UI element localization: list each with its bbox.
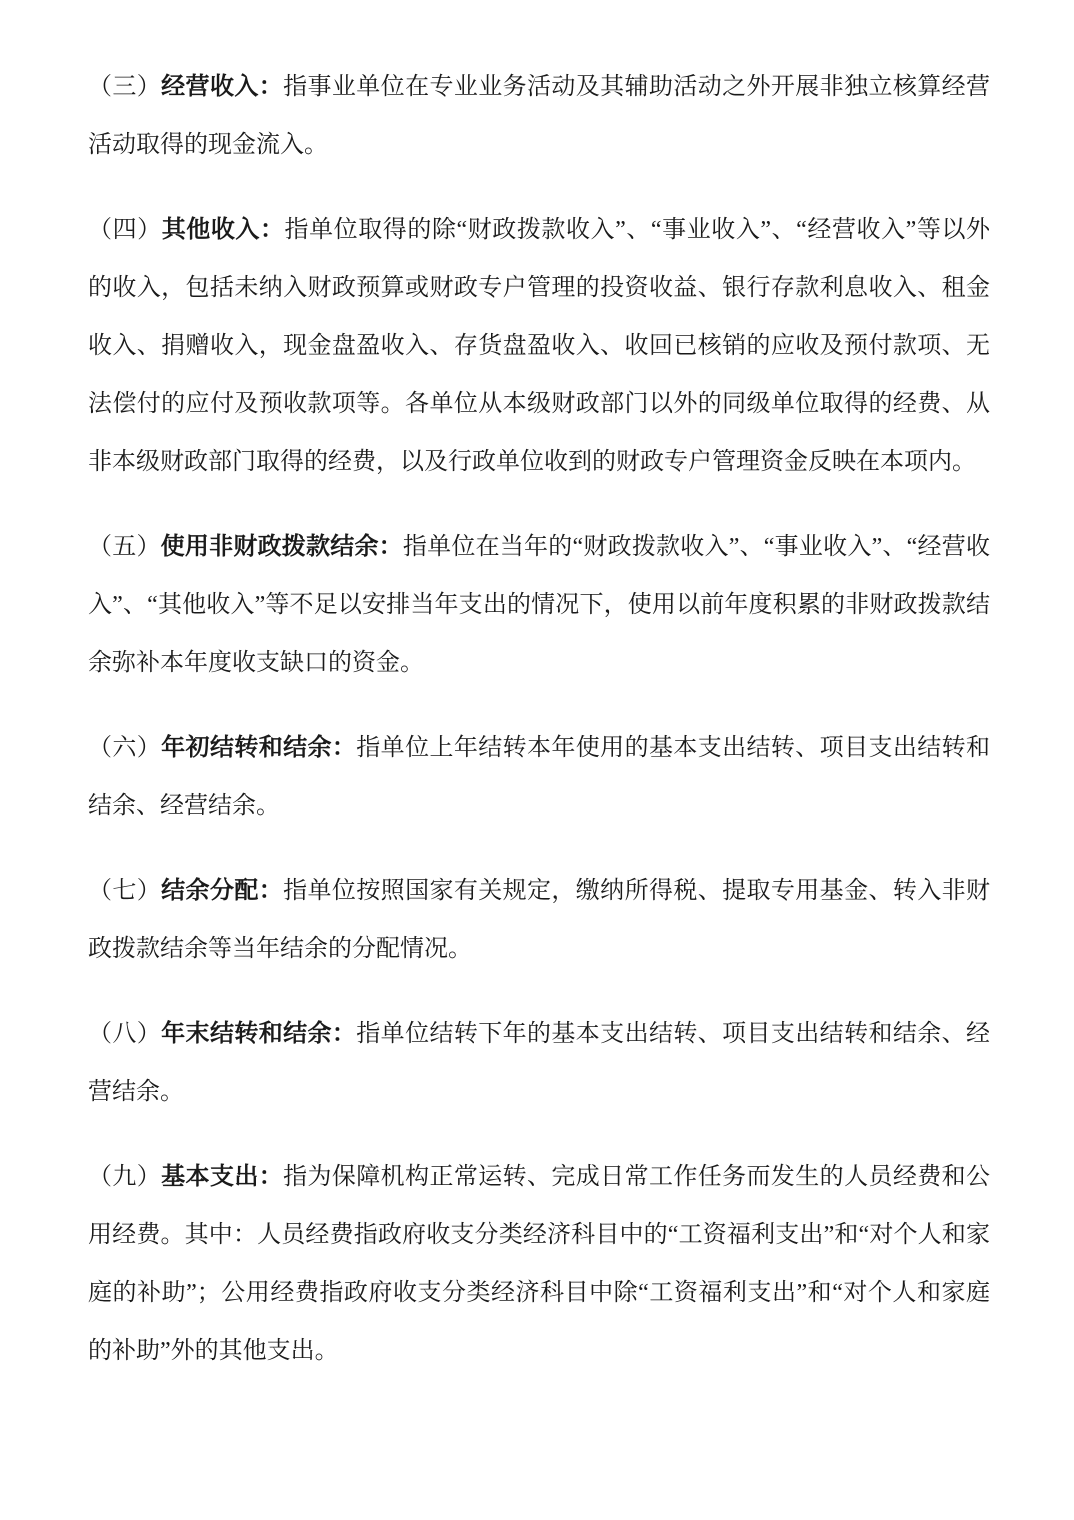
definition-paragraph (88, 719, 990, 835)
item-number: （五） (88, 534, 161, 560)
definition-paragraph (88, 1005, 990, 1121)
definition-text: 指单位按照国家有关规定，缴纳所得税、提取专用基金、转入非财政拨款结余等当年结余的分配情况。 (88, 878, 991, 962)
item-number: （九） (88, 1164, 162, 1190)
definition-text: 指为保障机构正常运转、完成日常工作任务而发生的人员经费和公用经费。其中：人员经费指政府收支分类经济科目中的“工资福利支出”和“对个人和家庭的补助”；公用经费指政府收支分类经济科目中除“工资福利支出”和“对个人和家庭的补助”外的其他支出。 (88, 1164, 991, 1364)
item-number: （六） (88, 735, 162, 761)
definition-paragraph (88, 862, 990, 978)
definition-paragraph (88, 58, 990, 174)
definition-text: 指单位取得的除“财政拨款收入”、“事业收入”、“经营收入”等以外的收入，包括未纳入财政预算或财政专户管理的投资收益、银行存款利息收入、租金收入、捐赠收入，现金盘盈收入、存货盘盈收入、收回已核销的应收及预付款项、无法偿付的应付及预收款项等。各单位从本级财政部门以外的同级单位取得的经费、从非本级财政部门取得的经费，以及行政单位收到的财政专户管理资金反映在本项内。 (88, 217, 991, 475)
term-title: 结余分配： (161, 878, 284, 904)
item-number: （四） (88, 217, 162, 243)
definition-text: 指单位上年结转本年使用的基本支出结转、项目支出结转和结余、经营结余。 (88, 735, 991, 819)
term-title: 使用非财政拨款结余： (160, 534, 403, 560)
item-number: （三） (88, 74, 162, 100)
term-title: 经营收入： (161, 74, 284, 100)
term-title: 其他收入： (161, 217, 285, 243)
definition-paragraph (88, 1148, 990, 1380)
definition-text: 指单位结转下年的基本支出结转、项目支出结转和结余、经营结余。 (88, 1021, 991, 1105)
item-number: （八） (88, 1021, 162, 1047)
term-title: 年初结转和结余： (161, 735, 357, 761)
definition-text: 指单位在当年的“财政拨款收入”、“事业收入”、“经营收入”、“其他收入”等不足以安排当年支出的情况下，使用以前年度积累的非财政拨款结余弥补本年度收支缺口的资金。 (88, 534, 991, 676)
definition-paragraph (88, 518, 990, 692)
term-title: 年末结转和结余： (161, 1021, 357, 1047)
item-number: （七） (88, 878, 162, 904)
definition-text: 指事业单位在专业业务活动及其辅助活动之外开展非独立核算经营活动取得的现金流入。 (88, 74, 991, 158)
definition-paragraph (88, 201, 990, 491)
term-title: 基本支出： (161, 1164, 284, 1190)
